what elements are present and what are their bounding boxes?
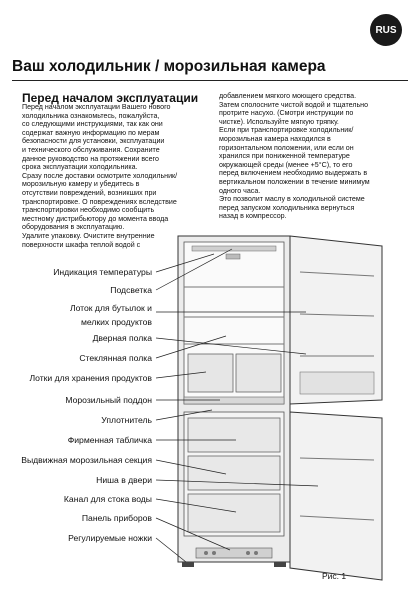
instructions-left-column [22,103,212,249]
text-line: холодильника ознакомьтесь, пожалуйста, [22,111,160,120]
text-line: данное руководство на протяжении всего [22,154,159,163]
section-heading: Перед началом эксплуатации [22,91,199,105]
text-line: окружающей среды (менее +5°C), то его [219,160,353,169]
callout-control-panel: Панель приборов [81,513,152,523]
text-line: назад в компрессор. [219,212,287,221]
text-line: транспортировке. О повреждениях вследствие [22,197,177,206]
callout-storage-trays: Лотки для хранения продуктов [29,373,152,383]
text-line: морозильную камеру и убедитесь в [22,180,140,189]
text-line: Это позволит маслу в холодильной системе [219,195,365,204]
fridge-figure [0,232,420,590]
figure-caption: Рис. 1 [322,571,347,581]
text-line: горизонтальном положении, или если он [219,143,354,152]
callout-bottle-tray-line1: Лоток для бутылок и [69,303,152,313]
instructions-right-column [219,92,409,221]
text-line: Перед началом эксплуатации Вашего нового [22,103,171,111]
language-badge: RUS [370,14,402,46]
title-divider [12,80,408,81]
callout-temperature-indicator: Индикация температуры [53,267,152,277]
text-line: чистке). Используйте мягкую тряпку. [219,117,339,126]
text-line: перед включением необходимо выдержать в [219,169,368,178]
text-line: вертикальном положении в течение минимум [219,177,370,186]
text-line: морозильная камера находился в [219,134,331,143]
text-line: содержат важную информацию по мерам [22,128,160,137]
callout-glass-shelf: Стеклянная полка [79,353,152,363]
text-line: безопасности для установки, эксплуатации [22,137,165,146]
text-line: со следующими инструкциями, так как они [22,120,163,129]
callout-lighting: Подсветка [110,285,152,295]
callout-bottle-tray-line2: мелких продуктов [80,317,152,327]
callout-freezer-tray: Морозильный поддон [65,395,152,405]
text-line: Удалите упаковку. Очистите внутренние [22,231,155,240]
page-title: Ваш холодильник / морозильная камера [12,58,326,75]
text-line: транспортировки необходимо сообщить [22,206,155,215]
fridge-illustration [0,232,420,590]
text-line: перед запуском холодильника вернуться [219,203,355,212]
text-line: Если при транспортировке холодильник/ [219,126,354,135]
text-line: хранился при пониженной температуре [219,152,350,161]
text-line: поверхности шкафа теплой водой с [22,240,141,249]
text-line: Затем сполосните чистой водой и тщательно [219,100,369,109]
text-line: отсутствии повреждений, возникших при [22,188,157,197]
text-line: и технического обслуживания. Сохраните [22,145,160,154]
callout-freezer-drawer: Выдвижная морозильная секция [21,455,152,465]
callout-door-recess: Ниша в двери [96,475,152,485]
text-line: протрите насухо. (Смотри инструкции по [219,109,354,118]
text-line: местному дистрибьютору до момента ввода [22,214,169,223]
callout-drain-channel: Канал для стока воды [63,494,152,504]
text-line: оборудования в эксплуатацию. [22,223,125,232]
callout-rating-plate: Фирменная табличка [67,435,152,445]
callout-adjustable-feet: Регулируемые ножки [68,533,152,543]
text-line: одного часа. [219,186,261,195]
text-line: срока эксплуатации холодильника. [22,163,138,172]
callout-door-shelf: Дверная полка [92,333,152,343]
text-line: добавлением мягкого моющего средства. [219,92,357,100]
callout-seal: Уплотнитель [101,415,152,425]
text-line: Сразу после доставки осмотрите холодильник/ [22,171,178,180]
